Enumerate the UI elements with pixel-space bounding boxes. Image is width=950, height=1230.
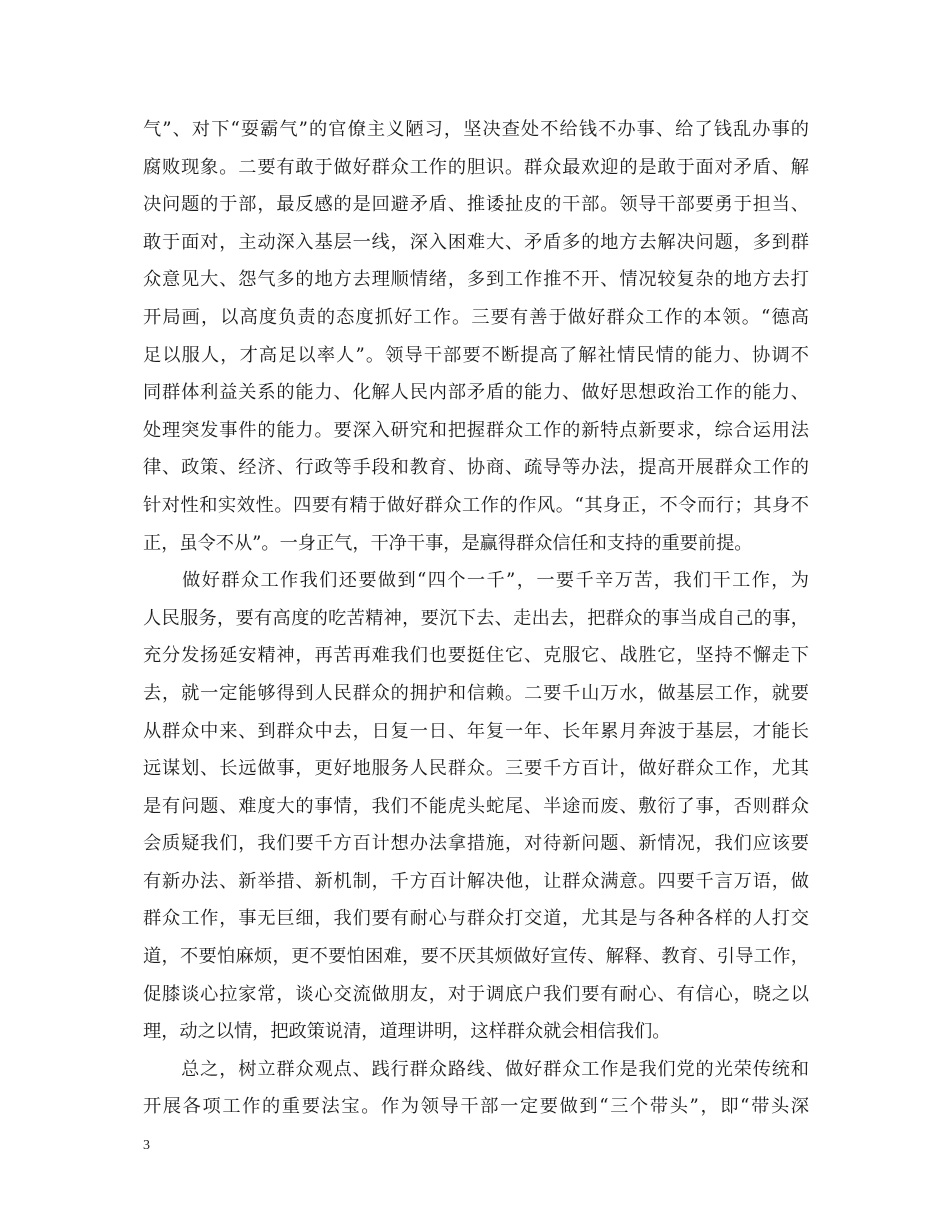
text-line: 开展各项工作的重要法宝。作为领导干部一定要做到“三个带头”，即“带头深 xyxy=(143,1096,809,1118)
page-number: 3 xyxy=(143,1138,150,1153)
text-line: 气”、对下“耍霸气”的官僚主义陋习，坚决查处不给钱不办事、给了钱乱办事的 xyxy=(143,119,809,140)
body-text xyxy=(143,111,809,1126)
text-line: 腐败现象。二要有敢于做好群众工作的胆识。群众最欢迎的是敢于面对矛盾、解 xyxy=(143,156,809,178)
text-line: 会质疑我们，我们要千方百计想办法拿措施，对待新问题、新情况，我们应该要 xyxy=(143,833,809,855)
text-line: 充分发扬延安精神，再苦再难我们也要挺住它、克服它、战胜它，坚持不懈走下 xyxy=(143,645,809,667)
text-line: 从群众中来、到群众中去，日复一日、年复一年、长年累月奔波于基层，才能长 xyxy=(143,720,809,742)
text-line: 做好群众工作我们还要做到“四个一千”，一要千辛万苦，我们干工作，为 xyxy=(143,570,809,592)
text-line: 正，虽令不从”。一身正气，干净干事，是赢得群众信任和支持的重要前提。 xyxy=(143,532,753,554)
text-line: 同群体利益关系的能力、化解人民内部矛盾的能力、做好思想政治工作的能力、 xyxy=(143,382,809,404)
text-line: 是有问题、难度大的事情，我们不能虎头蛇尾、半途而废、敷衍了事，否则群众 xyxy=(143,795,809,817)
text-line: 群众工作，事无巨细，我们要有耐心与群众打交道，尤其是与各种各样的人打交 xyxy=(143,908,809,930)
text-line: 人民服务，要有高度的吃苦精神，要沉下去、走出去，把群众的事当成自己的事， xyxy=(143,607,809,629)
text-line: 有新办法、新举措、新机制，千方百计解决他，让群众满意。四要千言万语，做 xyxy=(143,870,809,892)
text-line: 足以服人，才高足以率人”。领导干部要不断提高了解社情民情的能力、协调不 xyxy=(143,344,809,366)
text-line: 开局画，以高度负责的态度抓好工作。三要有善于做好群众工作的本领。“德高 xyxy=(143,306,809,328)
text-line: 总之，树立群众观点、践行群众路线、做好群众工作是我们党的光荣传统和 xyxy=(143,1058,809,1080)
text-line: 去，就一定能够得到人民群众的拥护和信赖。二要千山万水，做基层工作，就要 xyxy=(143,682,809,704)
text-line: 促膝谈心拉家常，谈心交流做朋友，对于调底户我们要有耐心、有信心，晓之以 xyxy=(143,983,809,1005)
text-line: 敢于面对，主动深入基层一线，深入困难大、矛盾多的地方去解决问题，多到群 xyxy=(143,231,809,253)
text-line: 理，动之以情，把政策说清，道理讲明，这样群众就会相信我们。 xyxy=(143,1021,671,1043)
text-line: 道，不要怕麻烦，更不要怕困难，要不厌其烦做好宣传、解释、教育、引导工作， xyxy=(143,946,809,968)
text-line: 决问题的于部，最反感的是回避矛盾、推诿扯皮的干部。领导干部要勇于担当、 xyxy=(143,194,809,216)
text-line: 针对性和实效性。四要有精于做好群众工作的作风。“其身正，不令而行；其身不 xyxy=(143,494,809,516)
text-line: 远谋划、长远做事，更好地服务人民群众。三要千方百计，做好群众工作，尤其 xyxy=(143,758,809,780)
text-line: 众意见大、怨气多的地方去理顺情绪，多到工作推不开、情况较复杂的地方去打 xyxy=(143,269,809,291)
text-line: 律、政策、经济、行政等手段和教育、协商、疏导等办法，提高开展群众工作的 xyxy=(143,457,809,479)
text-line: 处理突发事件的能力。要深入研究和把握群众工作的新特点新要求，综合运用法 xyxy=(143,419,809,441)
